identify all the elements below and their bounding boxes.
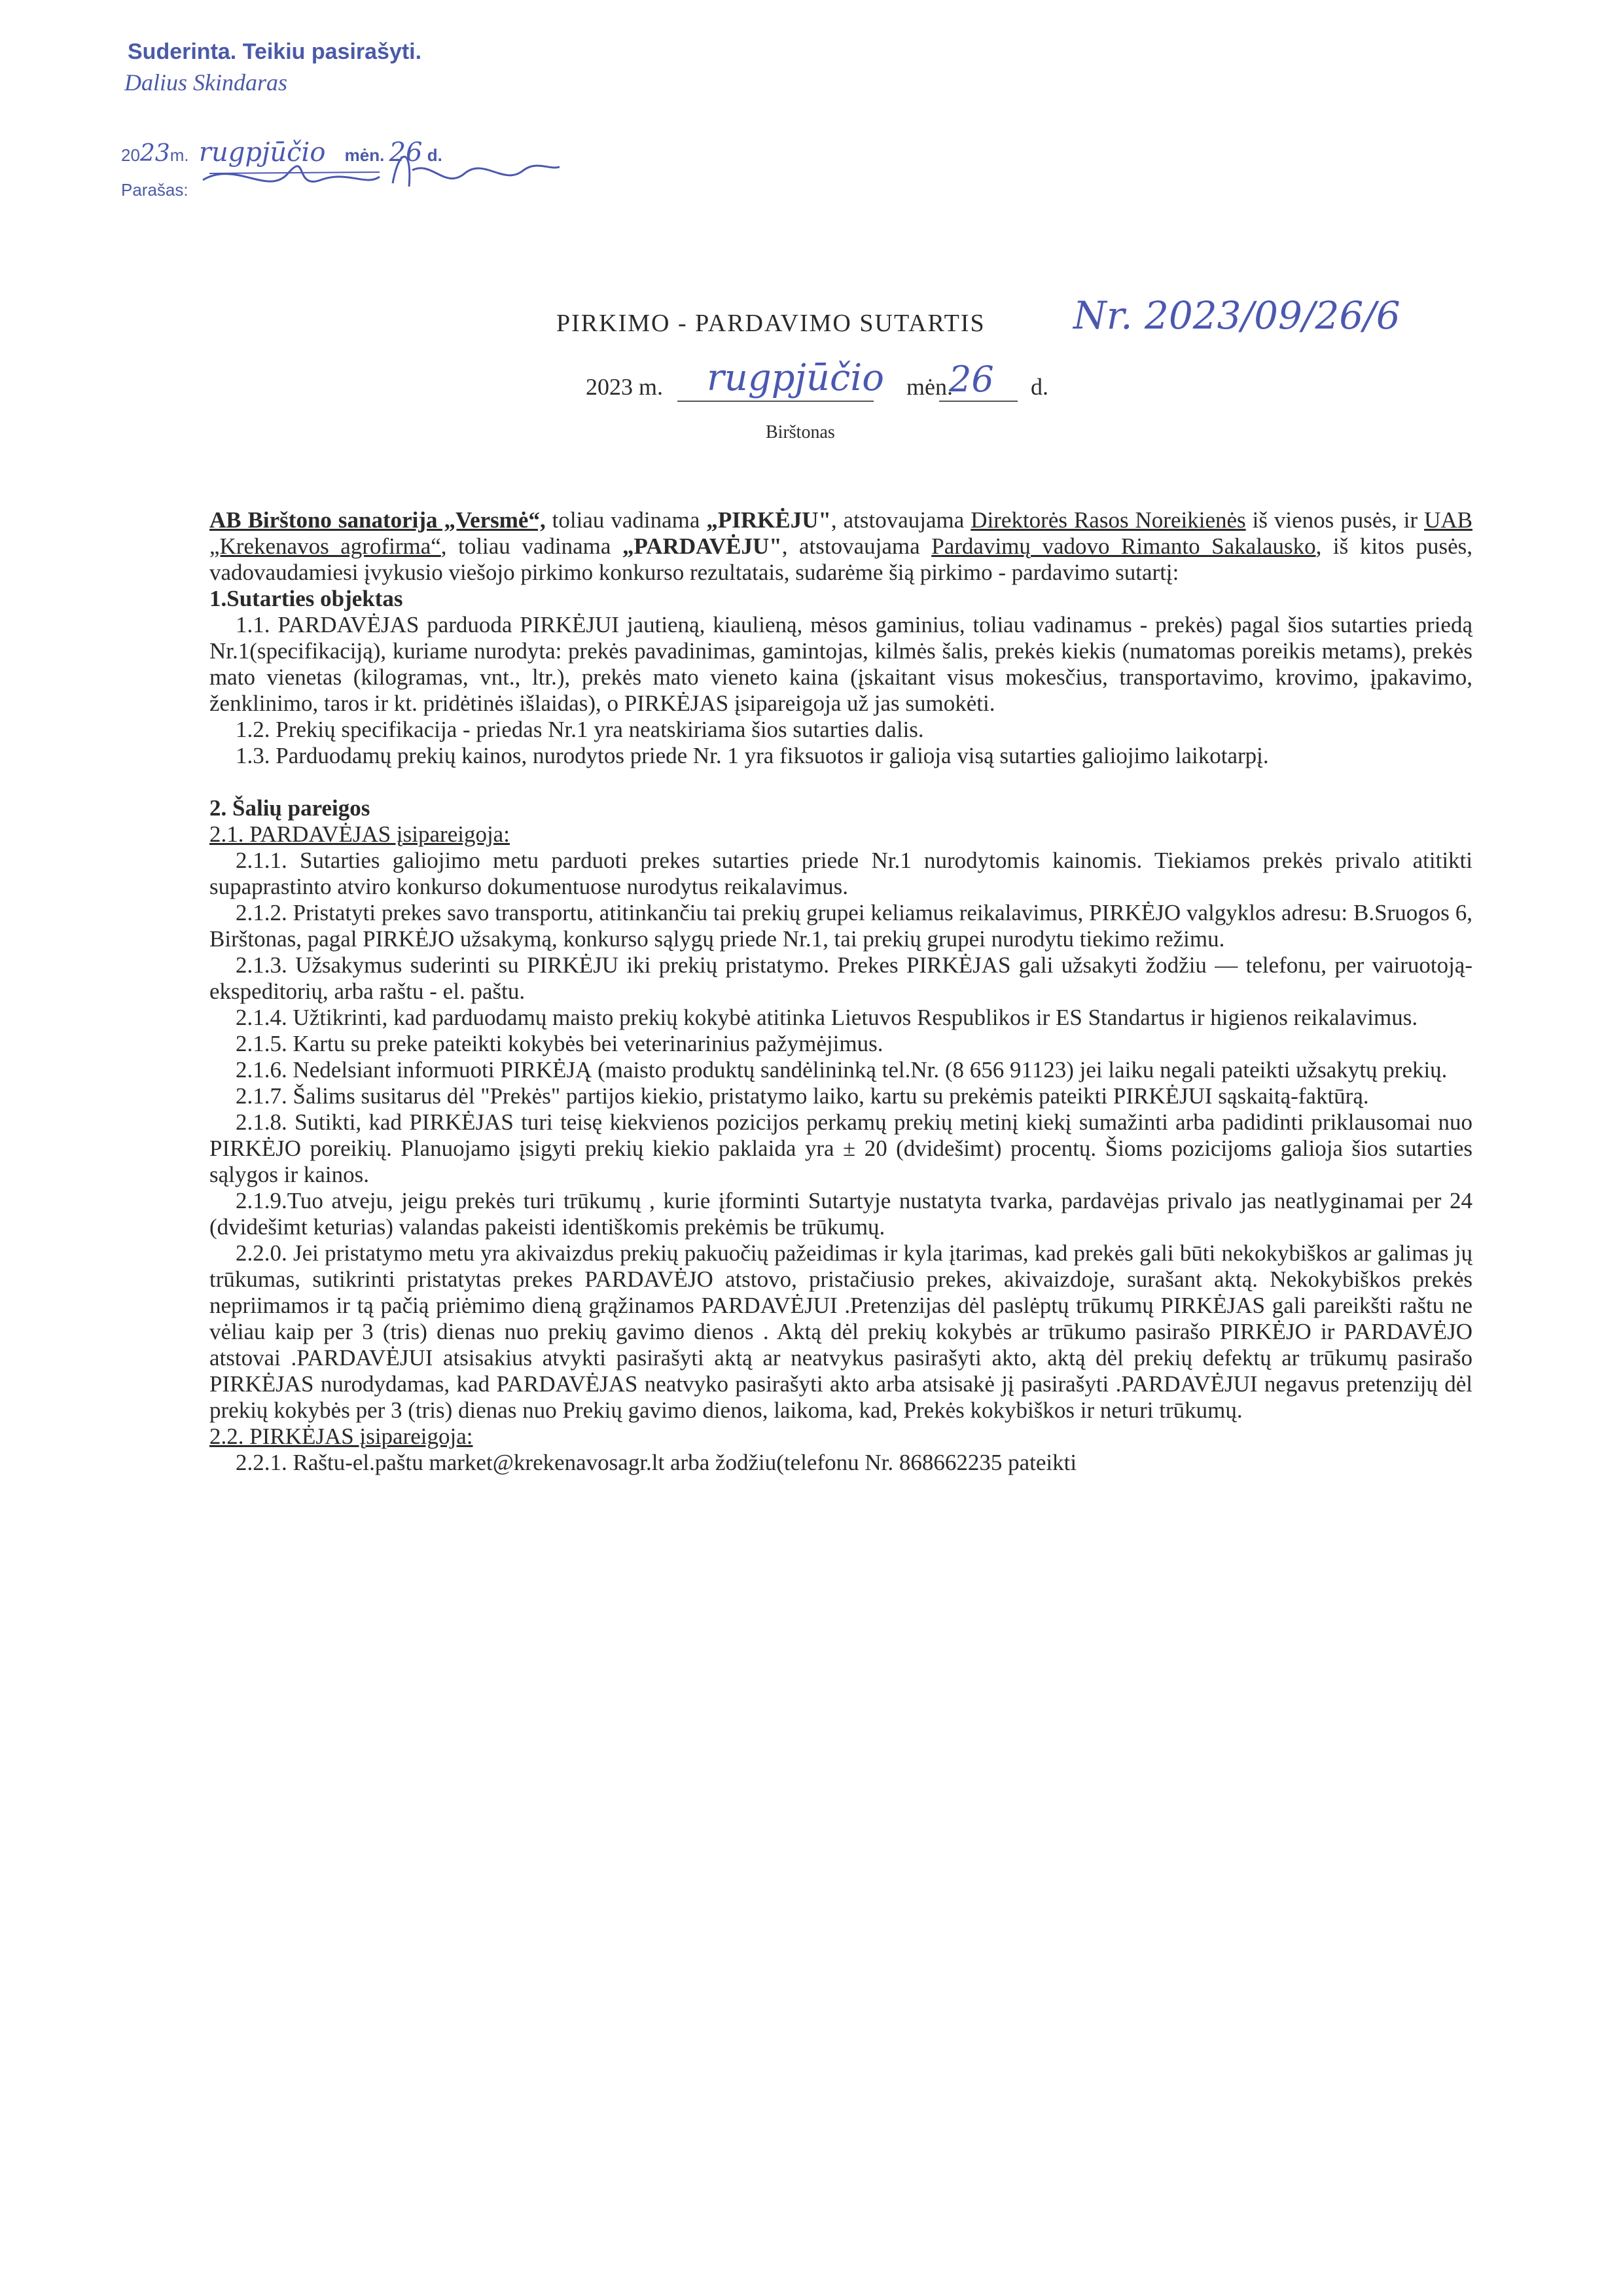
day-underline [939, 401, 1018, 402]
contract-date-d: d. [1031, 374, 1048, 400]
clause-2-1-9: 2.1.9.Tuo atveju, jeigu prekės turi trūkumų , kurie įforminti Sutartyje nustatyta tvarka, pardavėjas privalo jas neatlyginamai per 24 (dvidešimt keturias) valandas pakeisti identiškomis prekėmis be trūkumų. [209, 1188, 1472, 1240]
contract-body [209, 507, 1472, 1476]
section-1-heading: 1.Sutarties objektas [209, 586, 403, 611]
clause-1-3: 1.3. Parduodamų prekių kainos, nurodytos priede Nr. 1 yra fiksuotos ir galioja visą sutarties galiojimo laikotarpį. [236, 743, 1269, 768]
clause-2-1-2: 2.1.2. Pristatyti prekes savo transportu, atitinkančiu tai prekių grupei keliamus reikalavimus, PIRKĖJO valgyklos adresu: B.Sruogos 6, Birštonas, pagal PIRKĖJO užsakymą, konkurso sąlygų priede Nr.1, tai prekių grupei nurodytu tiekimo režimu. [209, 900, 1472, 952]
stamp-day-hand: 26 [389, 137, 423, 168]
clause-2-1-5: 2.1.5. Kartu su preke pateikti kokybės bei veterinarinius pažymėjimus. [236, 1031, 883, 1056]
clause-2-2-0: 2.2.0. Jei pristatymo metu yra akivaizdus prekių pakuočių pažeidimas ir kyla įtarimas, kad prekės gali būti nekokybiškos ar galimas jų trūkumas, sutikrinti pristatytas prekes PARDAVĖJO atstovo, pristačiusio prekes, akivaizdoje, surašant aktą. Nekokybiškos prekės nepriimamos ir tą pačią priėmimo dieną grąžinamos PARDAVĖJUI .Pretenzijas dėl paslėptų trūkumų PIRKĖJAS gali pareikšti raštu ne vėliau kaip per 3 (tris) dienas nuo prekių gavimo dienos . Aktą dėl prekių kokybės ar trūkumo pasirašo PIRKĖJO ir PARDAVĖJO atstovai .PARDAVĖJUI atsisakius atvykti pasirašyti aktą ar neatvykus pasirašyti akto, aktą dėl prekių defektų ar trūkumų pasirašo PIRKĖJAS nurodydamas, kad PARDAVĖJAS neatvyko pasirašyti akto arba atsisakė jį pasirašyti .PARDAVĖJUI negavus pretenzijų dėl prekių kokybės per 3 (tris) dienas nuo Prekių gavimo dienos, laikoma, kad, Prekės kokybiškos ir neturi trūkumų. [209, 1240, 1472, 1423]
clause-2-1-4: 2.1.4. Užtikrinti, kad parduodamų maisto prekių kokybė atitinka Lietuvos Respublikos ir ES Standartus ir higienos reikalavimus. [236, 1005, 1418, 1030]
contract-date-men: mėn. [906, 374, 953, 400]
month-underline [677, 401, 874, 402]
clause-2-1-8: 2.1.8. Sutikti, kad PIRKĖJAS turi teisę kiekvienos pozicijos perkamų prekių metinį kiekį sumažinti arba padidinti priklausomai nuo PIRKĖJO poreikių. Planuojamo įsigyti prekių kiekio paklaida yra ± 20 (dvidešimt) procentų. Šioms pozicijoms galioja šios sutarties sąlygos ir kainos. [209, 1109, 1472, 1187]
clause-2-1-1: 2.1.1. Sutarties galiojimo metu parduoti prekes sutarties priede Nr.1 nurodytomis kainomis. Tiekiamos prekės privalo atitikti supaprastinto atviro konkurso dokumentuose nurodytus reikalavimus. [209, 848, 1472, 899]
contract-date-year: 2023 m. [586, 374, 664, 400]
clause-1-2: 1.2. Prekių specifikacija - priedas Nr.1 yra neatskiriama šios sutarties dalis. [236, 717, 924, 742]
contract-title: PIRKIMO - PARDAVIMO SUTARTIS [556, 310, 986, 337]
contract-date-day-hand: 26 [949, 359, 994, 400]
contract-number-hand: Nr. 2023/09/26/6 [1073, 293, 1400, 338]
clause-2-1-6: 2.1.6. Nedelsiant informuoti PIRKĖJĄ (maisto produktų sandėlininką tel.Nr. (8 656 91123) jei laiku negali pateikti užsakytų prekių. [236, 1057, 1448, 1083]
clause-2-1-7: 2.1.7. Šalims susitarus dėl "Prekės" partijos kiekio, pristatymo laiko, kartu su prekėmis pateikti PIRKĖJUI sąskaitą-faktūrą. [236, 1083, 1369, 1109]
contract-place: Birštonas [766, 422, 835, 442]
contract-date-month-hand: rugpjūčio [707, 357, 884, 399]
stamp-month-hand: rugpjūčio [198, 137, 326, 168]
stamp-approval-text: Suderinta. Teikiu pasirašyti. [128, 39, 422, 64]
clause-2-2-1: 2.2.1. Raštu-el.paštu market@krekenavosagr.lt arba žodžiu(telefonu Nr. 868662235 pateikti [236, 1450, 1077, 1475]
stamp-approver-name: Dalius Skindaras [124, 69, 288, 96]
intro-paragraph: AB Birštono sanatorija „Versmė“, toliau vadinama „PIRKĖJU", atstovaujama Direktorės Rasos Noreikienės iš vienos pusės, ir UAB „Krekenavos agrofirma“, toliau vadinama „PARDAVĖJU", atstovaujama Pardavimų vadovo Rimanto Sakalausko, iš kitos pusės, vadovaudamiesi įvykusio viešojo pirkimo konkurso rezultatais, sudarėme šią pirkimo - pardavimo sutartį: [209, 507, 1472, 585]
stamp-year-hand: 23 [139, 140, 170, 167]
stamp-signature-label: Parašas: [121, 180, 188, 200]
stamp-date-line: 2023m. rugpjūčio mėn. 26 d. [121, 137, 442, 168]
clause-2-1-3: 2.1.3. Užsakymus suderinti su PIRKĖJU iki prekių pristatymo. Prekes PIRKĖJAS gali užsakyti žodžiu — telefonu, per vairuotoją- ekspeditorių, arba raštu - el. paštu. [209, 952, 1472, 1004]
handwritten-signature [196, 134, 563, 200]
clause-1-1: 1.1. PARDAVĖJAS parduoda PIRKĖJUI jautieną, kiaulieną, mėsos gaminius, toliau vadinamus - prekės) pagal šios sutarties priedą Nr.1(specifikaciją), kuriame nurodyta: prekės pavadinimas, gamintojas, kilmės šalis, prekės kiekis (numatomas poreikis metams), prekės mato vienetas (kilogramas, vnt., ltr.), prekės mato vieneto kaina (įskaitant visus mokesčius, transportavimo, krovimo, įpakavimo, ženklinimo, taros ir kt. pridėtinės išlaidas), o PIRKĖJAS įsipareigoja už jas sumokėti. [209, 612, 1472, 716]
section-2-1-heading: 2.1. PARDAVĖJAS įsipareigoja: [209, 821, 510, 847]
section-2-2-heading: 2.2. PIRKĖJAS įsipareigoja: [209, 1424, 473, 1449]
section-2-heading: 2. Šalių pareigos [209, 795, 370, 821]
